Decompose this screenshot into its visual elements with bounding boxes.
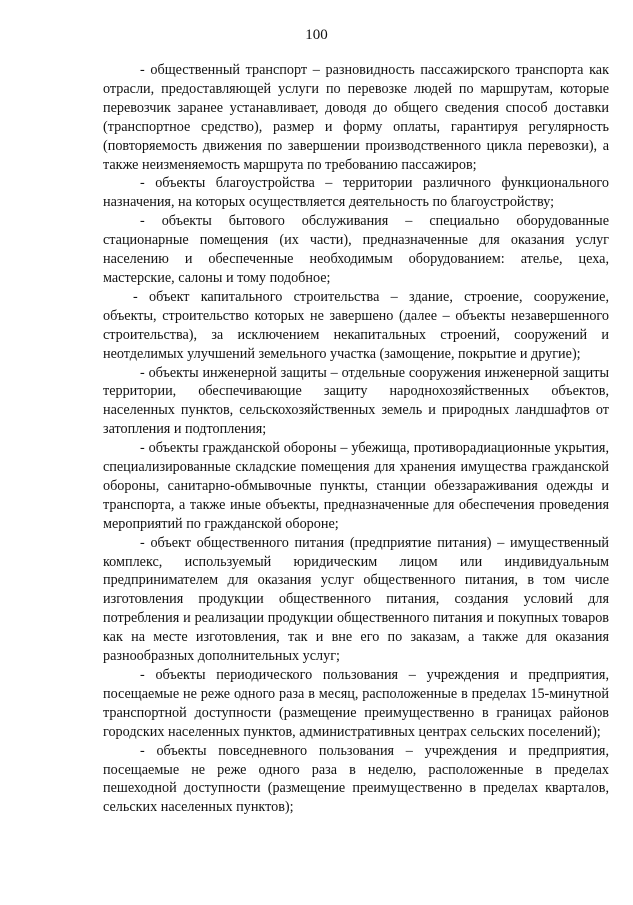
definition-periodic-use-objects: - объекты периодического пользования – учреждения и предприятия, посещаемые не реже одного раза в месяц, расположенные в пределах 15-минутной транспортной доступности (размещение преимущественно в границах районов городских населенных пунктов, административных центрах сельских поселений); (103, 667, 609, 740)
definition-public-catering: - объект общественного питания (предприятие питания) – имущественный комплекс, используемый юридическим лицом или индивидуальным предпринимателем для оказания услуг общественного питания, в том числе изготовления продукции общественного питания, создания условий для потребления и реализации продукции общественного питания и покупных товаров как на месте изготовления, так и вне его по заказам, а также для оказания разнообразных дополнительных услуг; (103, 534, 609, 665)
page-number: 100 (305, 27, 328, 43)
definition-landscaping-objects: - объекты благоустройства – территории различного функционального назначения, на которых осуществляется деятельность по благоустройству; (103, 175, 609, 211)
definition-capital-construction: - объект капитального строительства – здание, строение, сооружение, объекты, строительство которых не завершено (далее – объекты незавершенного строительства), за исключением некапитальных строений, сооружений и неотделимых улучшений земельного участка (замощение, покрытие и другие); (103, 288, 609, 362)
definition-engineering-protection: - объекты инженерной защиты – отдельные сооружения инженерной защиты территории, обеспечивающие защиту народнохозяйственных объектов, населенных пунктов, сельскохозяйственных земель и природных ландшафтов от затопления и подтопления; (103, 364, 609, 438)
definition-daily-use-objects: - объекты повседневного пользования – учреждения и предприятия, посещаемые не реже одного раза в неделю, расположенные в пределах пешеходной доступности (размещение преимущественно в пределах кварталов, сельских населенных пунктов); (103, 742, 609, 816)
definition-civil-defense: - объекты гражданской обороны – убежища, противорадиационные укрытия, специализированные складские помещения для хранения имущества гражданской обороны, санитарно-обмывочные пункты, станции обеззараживания одежды и транспорта, а также иные объекты, предназначенные для обеспечения проведения мероприятий по гражданской обороне; (103, 440, 609, 532)
document-body (103, 61, 609, 817)
definition-consumer-service-objects: - объекты бытового обслуживания – специально оборудованные стационарные помещения (их части), предназначенные для оказания услуг населению и обеспеченные необходимым оборудованием: ателье, цеха, мастерские, салоны и тому подобное; (103, 213, 609, 286)
definition-public-transport: - общественный транспорт – разновидность пассажирского транспорта как отрасли, предоставляющей услуги по перевозке людей по маршрутам, которые перевозчик заранее устанавливает, доводя до общего сведения способ доставки (транспортное средство), размер и форму оплаты, гарантируя регулярность (повторяемость движения по завершении производственного цикла перевозки), а также неизменяемость маршрута по требованию пассажиров; (103, 62, 609, 173)
